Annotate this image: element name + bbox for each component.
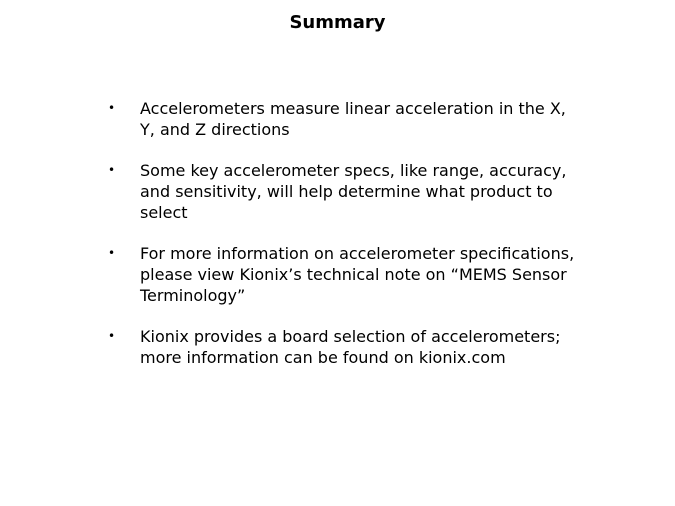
bullet-text: Some key accelerometer specs, like range, accuracy, and sensitivity, will help determine what product to select bbox=[140, 161, 567, 222]
bullet-item-specs bbox=[108, 160, 578, 223]
bullet-icon: • bbox=[108, 329, 116, 343]
bullet-text: Accelerometers measure linear acceleration in the X, Y, and Z directions bbox=[140, 99, 566, 139]
bullet-list bbox=[108, 98, 578, 388]
bullet-icon: • bbox=[108, 163, 116, 177]
bullet-item-accelerometers bbox=[108, 98, 578, 140]
bullet-text: For more information on accelerometer specifications, please view Kionix’s technical note on “MEMS Sensor Terminology” bbox=[140, 244, 575, 305]
bullet-item-kionix bbox=[108, 326, 578, 368]
slide-title: Summary bbox=[289, 12, 386, 33]
bullet-text: Kionix provides a board selection of accelerometers; more information can be found on kionix.com bbox=[140, 327, 561, 367]
bullet-icon: • bbox=[108, 246, 116, 260]
bullet-icon: • bbox=[108, 101, 116, 115]
bullet-item-more-info bbox=[108, 243, 578, 306]
